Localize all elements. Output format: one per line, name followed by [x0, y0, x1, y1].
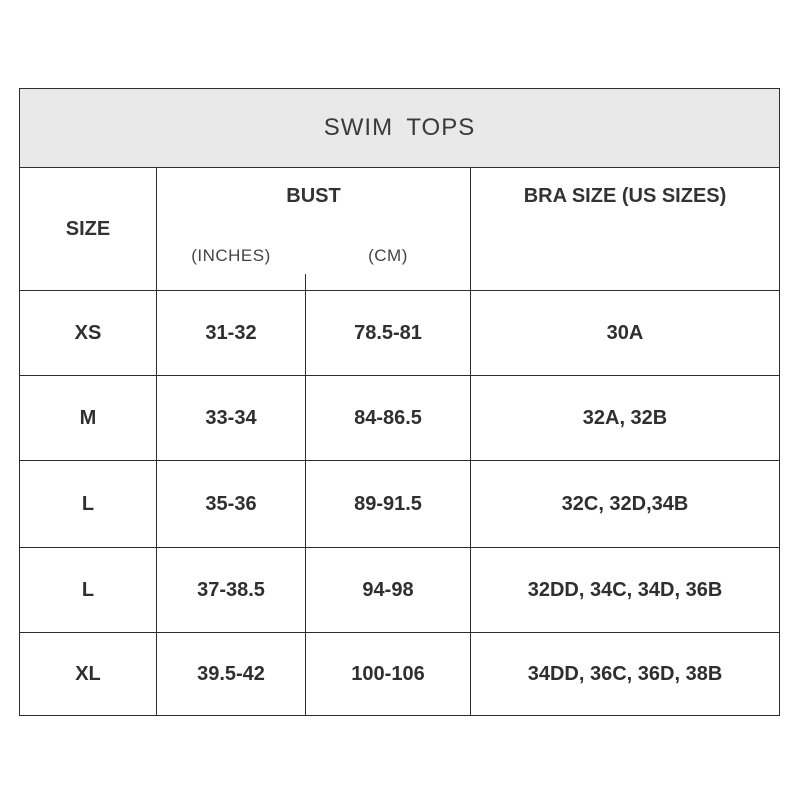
size-chart-table	[19, 88, 780, 716]
row-3-bra: 32C, 32D,34B	[561, 492, 689, 515]
header-size: SIZE	[65, 218, 111, 240]
row-4-cm: 94-98	[362, 578, 414, 601]
row-2-size: M	[79, 406, 97, 429]
divider-row-1	[20, 375, 779, 376]
row-3-size: L	[81, 492, 95, 515]
header-inches: (INCHES)	[191, 246, 271, 265]
header-bra-size: BRA SIZE (US SIZES)	[523, 184, 727, 207]
row-1-size: XS	[74, 321, 102, 344]
row-2-inches: 33-34	[205, 406, 257, 429]
row-4-inches: 37-38.5	[197, 578, 265, 601]
row-2-cm: 84-86.5	[354, 406, 422, 429]
divider-row-3	[20, 547, 779, 548]
row-4-bra: 32DD, 34C, 34D, 36B	[527, 578, 723, 601]
row-5-inches: 39.5-42	[197, 662, 265, 685]
row-5-size: XL	[75, 662, 101, 685]
row-4-size: L	[81, 578, 95, 601]
row-1-cm: 78.5-81	[354, 321, 422, 344]
row-1-inches: 31-32	[205, 321, 257, 344]
divider-header-row	[20, 290, 779, 291]
row-5-bra: 34DD, 36C, 36D, 38B	[527, 662, 723, 685]
table-title: SWIM TOPS	[20, 89, 779, 168]
row-1-bra: 30A	[606, 321, 644, 344]
row-3-cm: 89-91.5	[354, 492, 422, 515]
divider-row-4	[20, 632, 779, 633]
divider-inches-cm	[305, 274, 306, 715]
row-5-cm: 100-106	[351, 662, 425, 685]
row-2-bra: 32A, 32B	[582, 406, 668, 429]
row-3-inches: 35-36	[205, 492, 257, 515]
header-cm: (CM)	[368, 246, 408, 265]
divider-row-2	[20, 460, 779, 461]
header-bust: BUST	[286, 184, 341, 207]
